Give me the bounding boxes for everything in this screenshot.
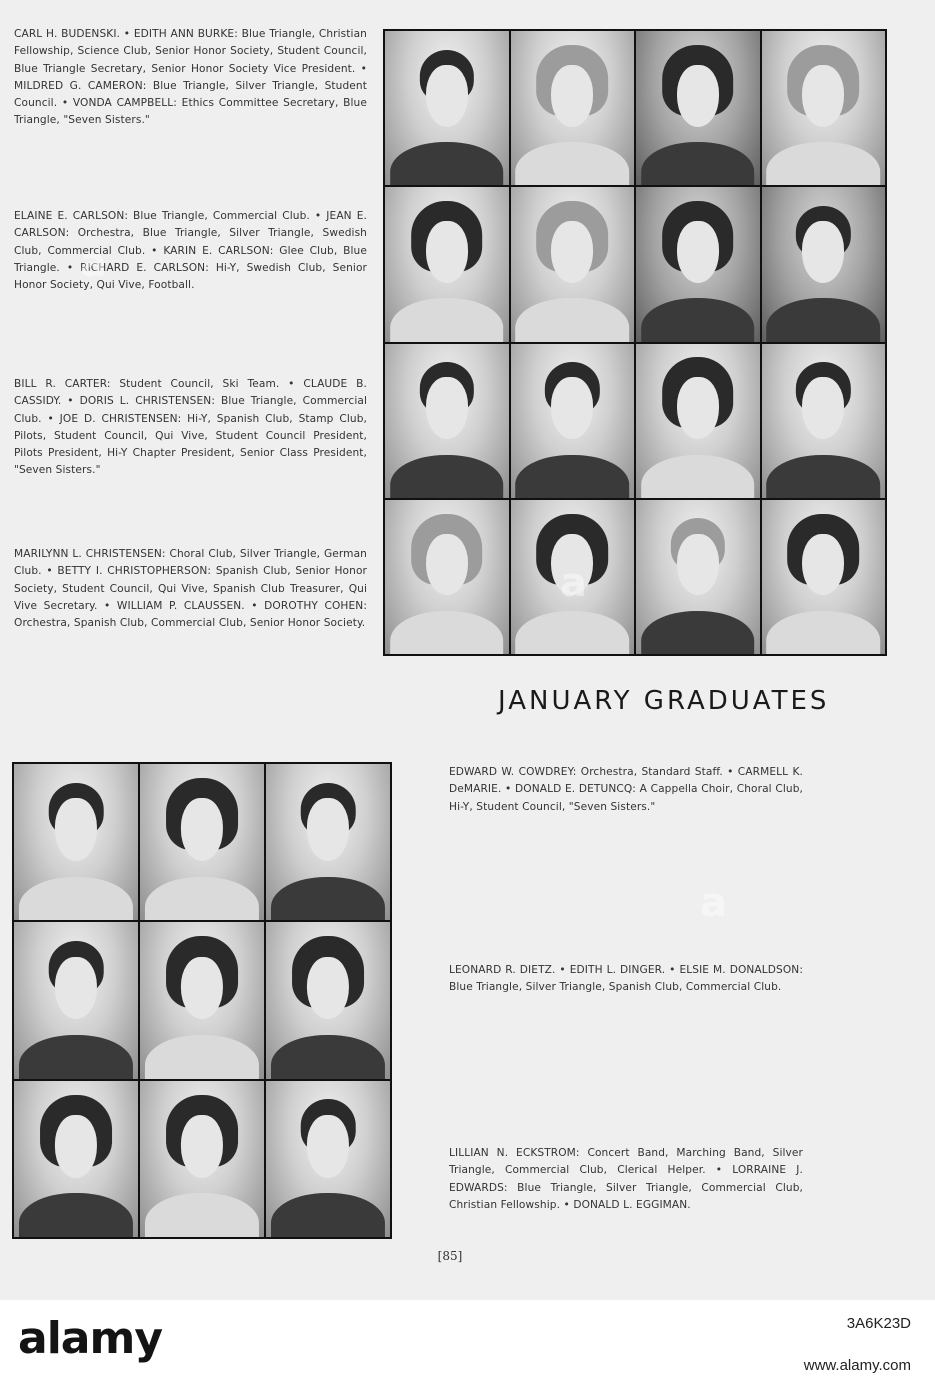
caption-block-2: ELAINE E. CARLSON: Blue Triangle, Commercial Club. • JEAN E. CARLSON: Orchestra, Blue Triangle, Silver Triangle, Swedish Club, Commercial Club. • KARIN E. CARLSON: Glee Club, Blue Triangle. • RICHARD E. CARLSON: Hi-Y, Swedish Club, Senior Honor Society, Qui Vive, Football.: [14, 210, 367, 292]
portrait-photo: [14, 764, 138, 920]
image-id: 3A6K23D: [846, 1315, 911, 1332]
watermark-logo: a: [80, 240, 107, 286]
portrait-photo: [385, 344, 509, 498]
page-heading: JANUARY GRADUATES: [498, 686, 830, 716]
site-url: www.alamy.com: [803, 1357, 911, 1374]
portrait-photo: [636, 500, 760, 654]
portrait-photo: [636, 344, 760, 498]
portrait-photo: [511, 500, 635, 654]
portrait-photo: [140, 1081, 264, 1237]
portrait-photo: [511, 344, 635, 498]
caption-block-3: BILL R. CARTER: Student Council, Ski Team. • CLAUDE B. CASSIDY. • DORIS L. CHRISTENSEN: Blue Triangle, Commercial Club. • JOE D. CHRISTENSEN: Hi-Y, Spanish Club, Stamp Club, Pilots, Student Council, Qui Vive, Student Council President, Pilots President, Hi-Y Chapter President, Senior Class President, "Seven Sisters.": [14, 378, 367, 477]
caption-block-5: EDWARD W. COWDREY: Orchestra, Standard Staff. • CARMELL K. DeMARIE. • DONALD E. DETUNCQ: A Cappella Choir, Choral Club, Hi-Y, Student Council, "Seven Sisters.": [449, 766, 803, 813]
portrait-photo: [266, 1081, 390, 1237]
portrait-photo: [385, 31, 509, 185]
portrait-photo: [266, 922, 390, 1078]
alamy-logo: alamy: [18, 1313, 162, 1364]
portrait-photo: [140, 764, 264, 920]
portrait-photo: [14, 922, 138, 1078]
watermark-logo: a: [700, 880, 727, 926]
portrait-photo: [636, 187, 760, 341]
portrait-photo: [511, 187, 635, 341]
portrait-photo: [140, 922, 264, 1078]
portrait-photo: [266, 764, 390, 920]
portrait-photo: [762, 344, 886, 498]
portrait-photo: [762, 31, 886, 185]
watermark-logo: a: [560, 560, 587, 606]
caption-block-4: MARILYNN L. CHRISTENSEN: Choral Club, Silver Triangle, German Club. • BETTY I. CHRISTOPHERSON: Spanish Club, Senior Honor Society, Student Council, Qui Vive, Spanish Club Treasurer, Qui Vive Secretary. • WILLIAM P. CLAUSSEN. • DOROTHY COHEN: Orchestra, Spanish Club, Commercial Club, Senior Honor Society.: [14, 548, 367, 630]
portrait-photo: [385, 500, 509, 654]
page-number: [85]: [437, 1249, 463, 1263]
caption-block-1: CARL H. BUDENSKI. • EDITH ANN BURKE: Blue Triangle, Christian Fellowship, Science Club, Senior Honor Society, Student Council, Blue Triangle Secretary, Senior Honor Society Vice President. • MILDRED G. CAMERON: Blue Triangle, Silver Triangle, Student Council. • VONDA CAMPBELL: Ethics Committee Secretary, Blue Triangle, "Seven Sisters.": [14, 28, 367, 127]
portrait-photo: [14, 1081, 138, 1237]
caption-block-6: LEONARD R. DIETZ. • EDITH L. DINGER. • ELSIE M. DONALDSON: Blue Triangle, Silver Triangle, Spanish Club, Commercial Club.: [449, 964, 803, 994]
caption-block-7: LILLIAN N. ECKSTROM: Concert Band, Marching Band, Silver Triangle, Commercial Club, Clerical Helper. • LORRAINE J. EDWARDS: Blue Triangle, Silver Triangle, Commercial Club, Christian Fellowship. • DONALD L. EGGIMAN.: [449, 1147, 803, 1211]
portrait-photo: [762, 187, 886, 341]
portrait-photo: [636, 31, 760, 185]
portrait-photo: [385, 187, 509, 341]
portrait-photo: [511, 31, 635, 185]
photo-grid-top: [383, 29, 887, 656]
portrait-photo: [762, 500, 886, 654]
photo-grid-bottom: [12, 762, 392, 1239]
